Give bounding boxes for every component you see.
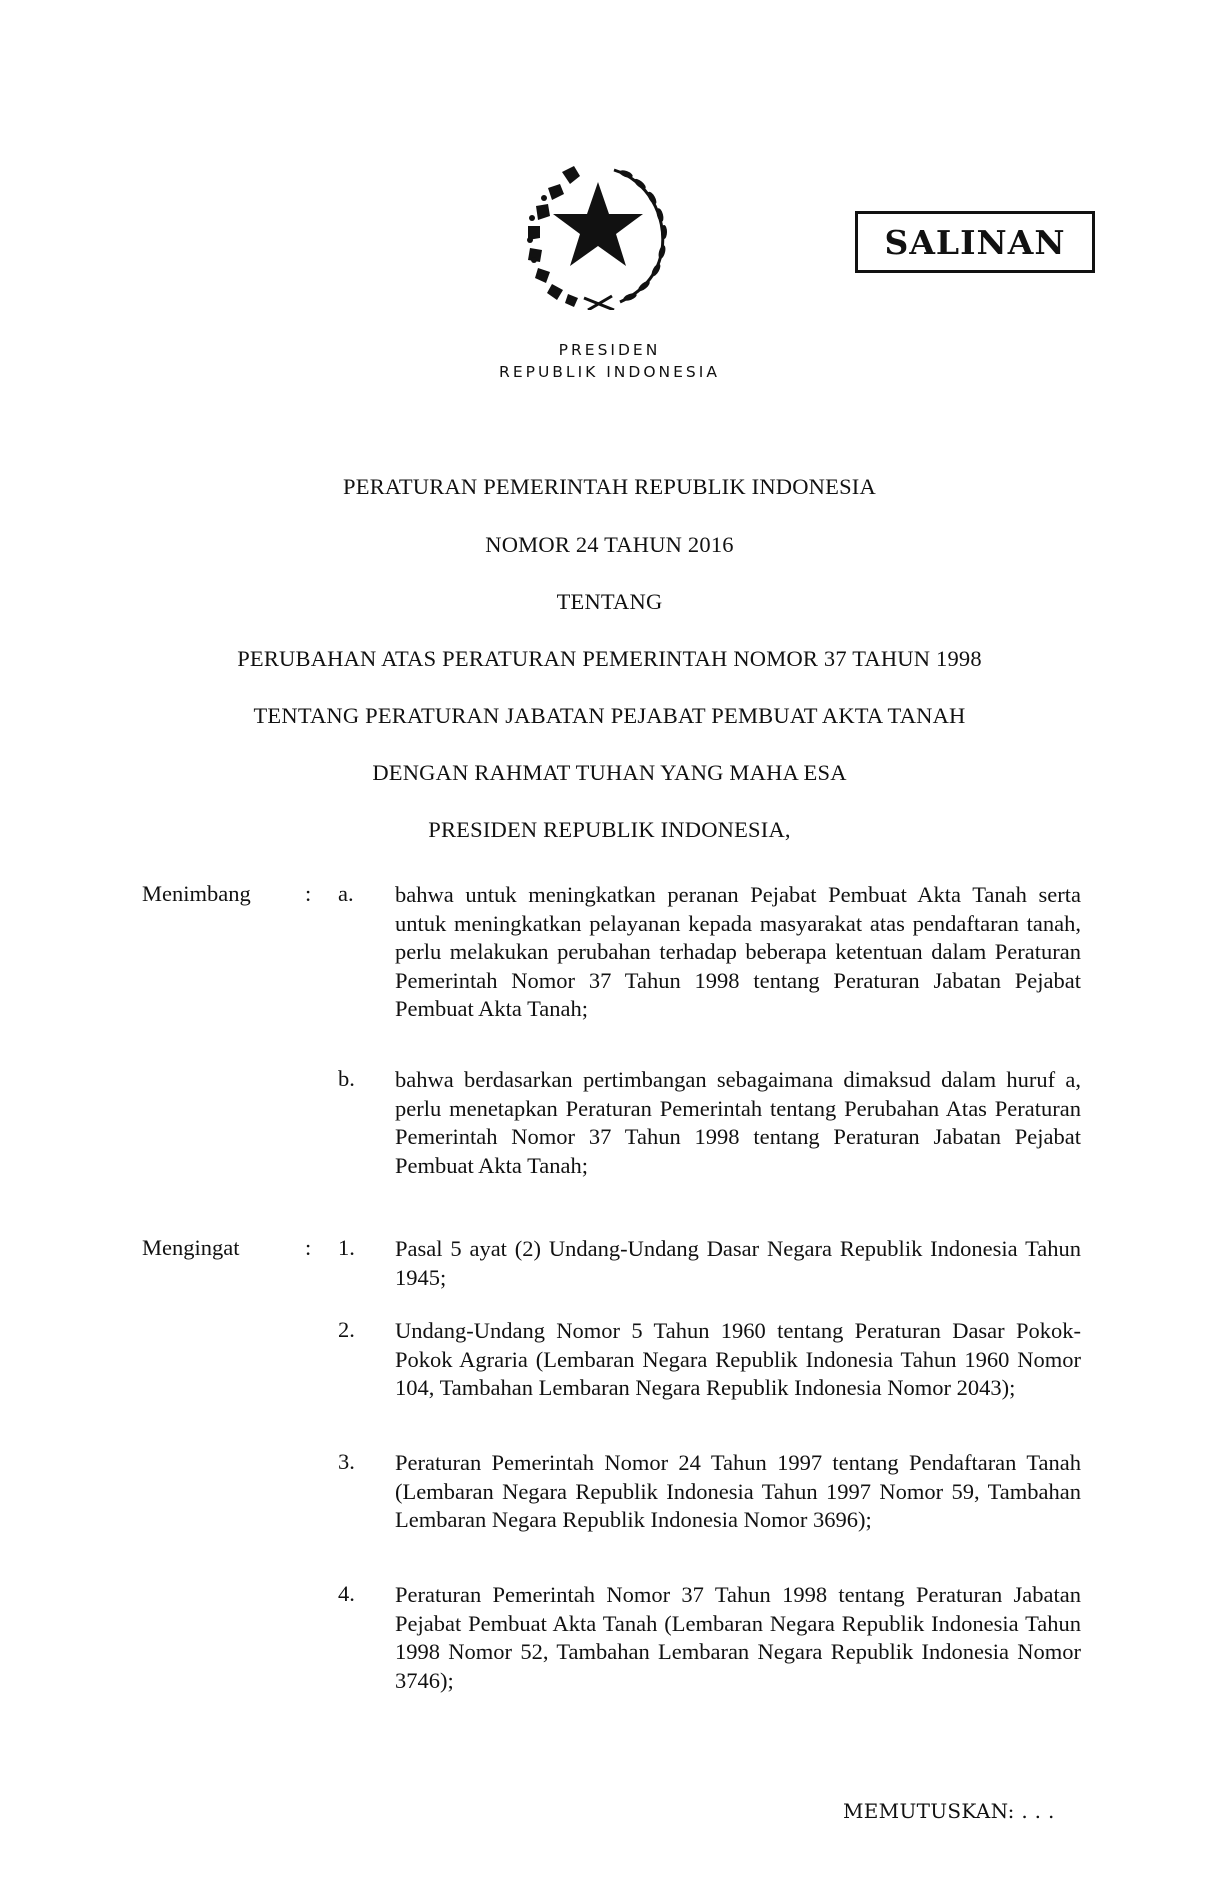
salinan-stamp bbox=[855, 211, 1095, 273]
salinan-label: SALINAN bbox=[884, 222, 1066, 262]
mengingat-item-3: Peraturan Pemerintah Nomor 24 Tahun 1997 tentang Pendaftaran Tanah (Lembaran Negara Republik Indonesia Tahun 1997 Nomor 59, Tambahan Lembaran Negara Republik Indonesia Nomor 3696); bbox=[395, 1450, 1081, 1533]
regulation-subject-line1: PERUBAHAN ATAS PERATURAN PEMERINTAH NOMOR 37 TAHUN 1998 bbox=[237, 646, 982, 671]
mengingat-marker-4: 4. bbox=[338, 1581, 355, 1606]
invocation: DENGAN RAHMAT TUHAN YANG MAHA ESA bbox=[372, 760, 847, 785]
letterhead-republik-indonesia: REPUBLIK INDONESIA bbox=[499, 363, 720, 381]
mengingat-marker-2: 2. bbox=[338, 1317, 355, 1342]
mengingat-marker-3: 3. bbox=[338, 1449, 355, 1474]
mengingat-item-4: Peraturan Pemerintah Nomor 37 Tahun 1998 tentang Peraturan Jabatan Pejabat Pembuat Akta Tanah (Lembaran Negara Republik Indonesia Tahun 1998 Nomor 52, Tambahan Lembaran Negara Republik Indonesia Nomor 3746); bbox=[395, 1582, 1081, 1693]
mengingat-item-1: Pasal 5 ayat (2) Undang-Undang Dasar Negara Republik Indonesia Tahun 1945; bbox=[395, 1236, 1081, 1290]
issuer: PRESIDEN REPUBLIK INDONESIA, bbox=[428, 817, 791, 842]
presidential-emblem-icon bbox=[522, 160, 674, 310]
menimbang-item-b: bahwa berdasarkan pertimbangan sebagaimana dimaksud dalam huruf a, perlu menetapkan Peraturan Pemerintah tentang Perubahan Atas Peraturan Pemerintah Nomor 37 Tahun 1998 tentang Peraturan Jabatan Pejabat Pembuat Akta Tanah; bbox=[395, 1067, 1081, 1178]
page-continuation-marker: MEMUTUSKAN: . . . bbox=[843, 1799, 1055, 1823]
regulation-title: PERATURAN PEMERINTAH REPUBLIK INDONESIA bbox=[343, 474, 876, 499]
letterhead-presiden: PRESIDEN bbox=[558, 341, 661, 359]
menimbang-marker-b: b. bbox=[338, 1066, 355, 1091]
menimbang-colon: : bbox=[305, 881, 312, 906]
regulation-number: NOMOR 24 TAHUN 2016 bbox=[485, 532, 734, 557]
menimbang-label: Menimbang bbox=[142, 881, 251, 906]
tentang-heading: TENTANG bbox=[556, 589, 663, 614]
menimbang-marker-a: a. bbox=[338, 881, 354, 906]
mengingat-marker-1: 1. bbox=[338, 1235, 355, 1260]
regulation-subject-line2: TENTANG PERATURAN JABATAN PEJABAT PEMBUAT AKTA TANAH bbox=[253, 703, 966, 728]
mengingat-label: Mengingat bbox=[142, 1235, 240, 1260]
mengingat-colon: : bbox=[305, 1235, 312, 1260]
mengingat-item-2: Undang-Undang Nomor 5 Tahun 1960 tentang Peraturan Dasar Pokok-Pokok Agraria (Lembaran Negara Republik Indonesia Tahun 1960 Nomor 104, Tambahan Lembaran Negara Republik Indonesia Nomor 2043); bbox=[395, 1318, 1081, 1401]
menimbang-item-a: bahwa untuk meningkatkan peranan Pejabat Pembuat Akta Tanah serta untuk meningkatkan pelayanan kepada masyarakat atas pendaftaran tanah, perlu melakukan perubahan terhadap beberapa ketentuan dalam Peraturan Pemerintah Nomor 37 Tahun 1998 tentang Peraturan Jabatan Pejabat Pembuat Akta Tanah; bbox=[395, 882, 1081, 1022]
